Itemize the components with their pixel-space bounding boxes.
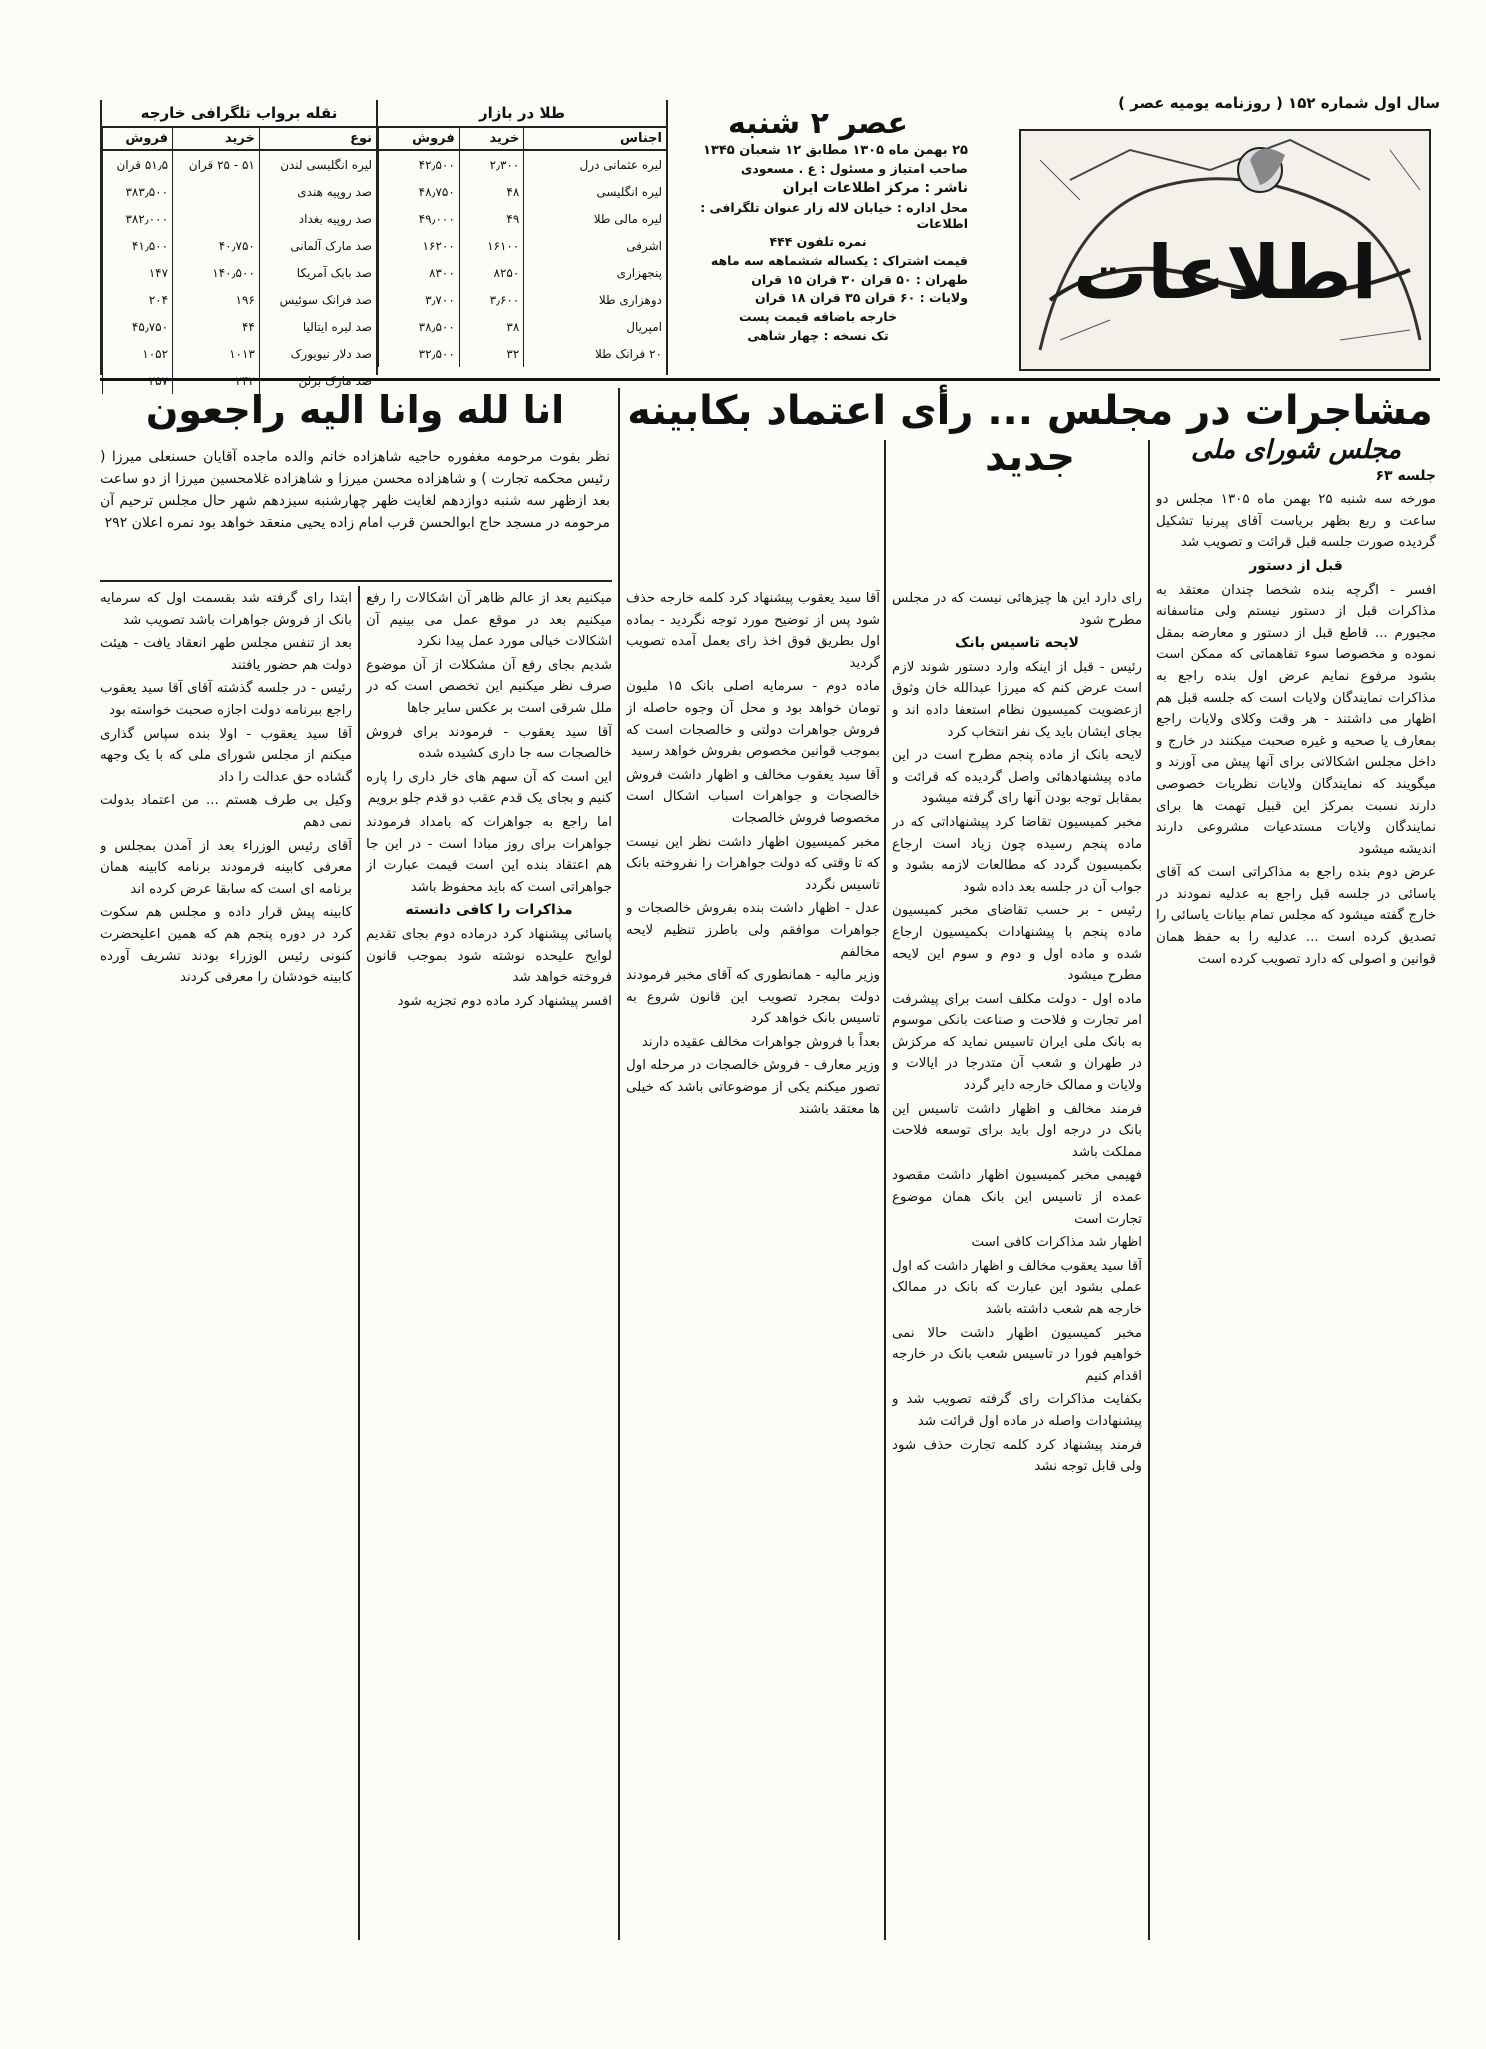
fx-row	[103, 340, 377, 367]
column-rule	[618, 388, 620, 1940]
gold-header-item: اجناس	[524, 128, 666, 150]
obituary-notice: نظر بفوت مرحومه مغفوره حاجیه شاهزاده خانم والده ماجده آقایان حسنعلی میرزا ( رئیس محکمه تجارت ) و شاهزاده محسن میرزا و شاهزاده غلامحسین میرزا از دو ساعت بعد ازظهر سه شنبه دوازدهم لغایت ظهر چهارشنبه سیزدهم شهر حال مجلس ترحیم آن مرحومه در مسجد حاج ابوالحسن قرب امام زاده یحیی منعقد خواهد بود نمره اعلان ۲۹۲	[100, 449, 610, 531]
column-cabinet-confidence	[100, 588, 352, 1938]
paragraph: وکیل بی طرف هستم ... من اعتماد بدولت نمی دهم	[100, 793, 352, 830]
masthead-divider	[100, 378, 1440, 381]
paragraph: فرمند مخالف و اظهار داشت تاسیس این بانک در درجه اول باید برای توسعه فلاحت مملکت باشد	[892, 1101, 1142, 1160]
fx-row	[103, 205, 377, 232]
gold-table-title: طلا در بازار	[378, 100, 666, 128]
fx-cell: لیره انگلیسی لندن	[259, 150, 376, 178]
paragraph: بعد از تنفس مجلس طهر انعقاد یافت - هیئت دولت هم حضور یافتند	[100, 636, 352, 673]
fx-cell: صد مارک برلن	[259, 367, 376, 394]
paragraph: فرمند پیشنهاد کرد کلمه تجارت حذف شود ولی قابل توجه نشد	[892, 1437, 1142, 1475]
gold-cell: ۸۲۵۰	[459, 259, 524, 286]
paragraph: پاسائی پیشنهاد کرد درماده دوم بجای تقدیم لوایح علیحده نوشته شود بموجب قانون فروخته خواهد شد	[366, 926, 612, 986]
gold-cell: اشرفی	[524, 232, 666, 259]
fx-cell: ۴۰٫۷۵۰	[173, 232, 260, 259]
paragraph: ابتدا رای گرفته شد بقسمت اول که سرمایه بانک از فروش جواهرات باشد تصویب شد	[100, 591, 352, 628]
address-line: محل اداره : خیابان لاله زار عنوان تلگرافی : اطلاعات	[700, 200, 968, 231]
gold-row	[379, 313, 667, 340]
paragraph: شدیم بجای رفع آن مشکلات از آن موضوع صرف نظر میکنیم این تخصص است که در ملل شرقی است بر عکس سایر جاها	[366, 657, 612, 716]
logo-text: اطلاعات	[1073, 230, 1377, 316]
column-parliament	[1156, 438, 1436, 1938]
column-rule	[1148, 440, 1150, 1940]
publication-info	[668, 100, 968, 375]
gold-cell: ۳٫۶۰۰	[459, 286, 524, 313]
main-headline: مشاجرات در مجلس ... رأی اعتماد بکابینه جدید	[627, 388, 1433, 480]
gold-cell: ۴۹	[459, 205, 524, 232]
fx-row	[103, 313, 377, 340]
fx-cell: صد مارک آلمانی	[259, 232, 376, 259]
session-number: جلسه ۶۳	[1375, 467, 1436, 484]
fx-table-title: نقله برواب تلگرافی خارجه	[102, 100, 376, 128]
paragraph: ماده اول - دولت مکلف است برای پیشرفت امر تجارت و فلاحت و صناعت بانکی موسوم به بانک ملی ایران تاسیس نماید که مرکزش در طهران و شعب آن متدرجا در ایالات و ولایات و ممالک خارجه دایر گردد	[892, 991, 1142, 1094]
fx-cell: ۵۱ - ۲۵ قران	[173, 150, 260, 178]
fx-cell	[173, 205, 260, 232]
fx-cell: ۴۴	[173, 313, 260, 340]
fx-cell: صد دلار نیویورک	[259, 340, 376, 367]
paragraph: آقای رئیس الوزراء بعد از آمدن بمجلس و معرفی کابینه فرمودند برنامه کابینه همان برنامه ای است که سابقا عرض کرده اند	[100, 838, 352, 897]
gold-table-grid	[378, 128, 666, 367]
fx-cell: ۱۴۷	[103, 259, 173, 286]
gold-row	[379, 205, 667, 232]
day-title: عصر ۲ شنبه	[727, 106, 909, 141]
paragraph: رئیس - قبل از اینکه وارد دستور شوند لازم است عرض کنم که میرزا عبدالله خان وثوق ازعضویت کمیسیون نظام استعفا داده اند و بجای ایشان باید یک نفر انتخاب کرد	[892, 659, 1142, 740]
subscription-title: قیمت اشتراک : یکساله ششماهه سه ماهه	[710, 253, 968, 268]
paragraph: کابینه پیش قرار داده و مجلس هم سکوت کرد در دوره پنجم هم که همین اعلیحضرت کنونی رئیس الوزراء بودند تشریف آورده کابینه خودشان را معرفی کردند	[100, 905, 352, 986]
paragraph: آقا سید یعقوب پیشنهاد کرد کلمه خارجه حذف شود پس از توضیح مورد توجه نگردید - بماده اول بطریق فوق اخذ رای بعمل آمده تصویب گردید	[626, 591, 880, 671]
paragraph: فهیمی مخبر کمیسیون اظهار داشت مقصود عمده از تاسیس این بانک همان موضوع تجارت است	[892, 1168, 1142, 1227]
single-copy-price: تک نسخه : چهار شاهی	[747, 327, 889, 343]
fx-cell: صد روپیه هندی	[259, 178, 376, 205]
gold-cell: پنجهزاری	[524, 259, 666, 286]
gold-row	[379, 178, 667, 205]
paragraph: افسر پیشنهاد کرد ماده دوم تجزیه شود	[397, 993, 612, 1009]
fx-cell: ۱۴۰٫۵۰۰	[173, 259, 260, 286]
fx-cell: ۱۹۶	[173, 286, 260, 313]
gold-cell: ۳۸	[459, 313, 524, 340]
gold-cell: ۴۲٫۵۰۰	[379, 150, 460, 178]
gold-row	[379, 259, 667, 286]
owner-line: صاحب امتیاز و مسئول : ع . مسعودی	[740, 161, 968, 176]
fx-cell: صد فرانک سوئیس	[259, 286, 376, 313]
paragraph: اما راجع به جواهرات که بامداد فرمودند جواهرات برای روز مبادا است - در این جا هم اعتقاد بنده این است قیمت عبارت از جواهراتی است که باید محفوظ باشد	[366, 814, 612, 895]
publisher-line: ناشر : مرکز اطلاعات ایران	[782, 179, 968, 196]
gold-header-buy: خرید	[459, 128, 524, 150]
masthead	[100, 94, 1440, 388]
gold-row	[379, 150, 667, 178]
gold-cell: لیره انگلیسی	[524, 178, 666, 205]
gold-cell: لیره عثمانی درل	[524, 150, 666, 178]
gold-cell: ۲٫۳۰۰	[459, 150, 524, 178]
paragraph: این است که آن سهم های خار داری را پاره کنیم و بجای یک قدم عقب دو قدم جلو برویم	[366, 769, 612, 807]
fx-cell: صد روپیه بغداد	[259, 205, 376, 232]
fx-rate-table	[100, 100, 378, 388]
paragraph: وزیر مالیه - همانطوری که آقای مخبر فرمودند دولت بمجرد تصویب این قانون شروع به تاسیس بانک خواهد کرد	[626, 968, 880, 1027]
paragraph: عرض دوم بنده راجع به مذاکراتی است که آقای یاسائی در جلسه قبل راجع به عدلیه نمودند در خارج گفته میشود که مجلس تمام بیانات یاسائی را تصدیق کرده است ... عدلیه را به حفظ همان قوانین و اصولی که دارد تصویب کرده است	[1156, 865, 1436, 967]
paragraph: مخبر کمیسیون اظهار داشت حالا نمی خواهیم فورا در تاسیس شعب بانک در خارجه اقدام کنیم	[892, 1325, 1142, 1384]
fx-cell: ۴۵٫۷۵۰	[103, 313, 173, 340]
paragraph: آقا سید یعقوب مخالف و اظهار داشت فروش خالصجات و جواهرات اسباب اشکال است مخصوصا فروش خالصجات	[626, 767, 880, 826]
paragraph: افسر - اگرچه بنده شخصا چندان معتقد به مذاکرات قبل از دستور نیستم ولی متاسفانه مجبورم ... قاطع قبل از دستور و معارضه بمقل نموده و مخصوصا سوء تفاهماتی که ممکن است بشود مرفوع نمایم عرض اول بنده راجع به مذاکرات نمایندگان ولایات است که جلسه قبل هم اظهار می داشتند - هر وقت وکلای ولایات راجع بمعارف یا صحیه و غیره صحبت میکنند در خارج و داخل مجلس اشکالاتی برای آنها پیش می آورند و میگویند که نمایندگان ولایات نظریات خصوصی دارند نسبت بمرکز این قبیل تهمت ها برای نمایندگان ولایات مستدعیات مشروعی دارند اندیشه میشود	[1156, 582, 1436, 857]
fx-cell: ۱۰۱۳	[173, 340, 260, 367]
gold-cell: امپریال	[524, 313, 666, 340]
gold-cell: ۱۶۲۰۰	[379, 232, 460, 259]
paragraph: آقا سید یعقوب - اولا بنده سپاس گذاری میکنم از مجلس شورای ملی که با یک وجهه گشاده حق عدالت را داد	[100, 726, 352, 785]
paragraph: رای دارد این ها چیزهائی نیست که در مجلس مطرح شود	[892, 591, 1142, 628]
fx-cell: صد لیره ایتالیا	[259, 313, 376, 340]
fx-cell	[173, 178, 260, 205]
fx-cell: ۳۸۲٫۰۰۰	[103, 205, 173, 232]
paragraph: مخبر کمیسیون اظهار داشت نظر این نیست که تا وقتی که دولت جواهرات را نفروخته بانک تاسیس نگردد	[626, 834, 880, 893]
fx-header-buy: خرید	[173, 128, 260, 150]
gold-cell: ۳۸٫۵۰۰	[379, 313, 460, 340]
paragraph: وزیر معارف - فروش خالصجات در مرحله اول تصور میکنم یکی از موضوعاتی باشد که خیلی ها معتقد باشند	[626, 1058, 880, 1117]
fx-row	[103, 259, 377, 286]
gold-cell: ۳٫۷۰۰	[379, 286, 460, 313]
gold-cell: ۲۰ فرانک طلا	[524, 340, 666, 367]
gold-cell: ۳۲٫۵۰۰	[379, 340, 460, 367]
paragraph: میکنیم بعد از عالم ظاهر آن اشکالات را رفع میکنیم بعد در موقع عمل می بینیم آن اشکالات خیالی مورد عمل پیدا نکرد	[366, 591, 612, 650]
gold-cell: دوهزاری طلا	[524, 286, 666, 313]
paragraph: عدل - اظهار داشت بنده بفروش خالصجات و جواهرات موافقم ولی باطرز تنظیم لایحه مخالفم	[626, 901, 880, 960]
obituary-headline: انا لله وانا الیه راجعون	[145, 388, 565, 432]
column-bank-debate	[626, 588, 880, 1938]
column-jewels-debate	[366, 588, 612, 1938]
fx-cell: ۲۴۲	[173, 367, 260, 394]
section-heading: قبل از دستور	[1249, 557, 1343, 574]
paragraph: لایحه بانک از ماده پنجم مطرح است در این ماده پیشنهادهائی واصل گردیده که قرائت و بمقابل توجه بودن آنها رای گرفته میشود	[892, 748, 1142, 807]
section-heading: مذاکرات را کافی دانسته	[405, 902, 573, 919]
fx-cell: صد بابک آمریکا	[259, 259, 376, 286]
paragraph: اظهار شد مذاکرات کافی است	[971, 1235, 1142, 1251]
column-bank-bill	[892, 588, 1142, 1938]
tehran-price: طهران : ۵۰ قران ۳۰ قران ۱۵ قران	[751, 271, 968, 287]
column-rule	[358, 586, 360, 1940]
gold-price-table	[376, 100, 668, 375]
section-heading: لایحه تاسیس بانک	[955, 635, 1079, 652]
paragraph: مورخه سه شنبه ۲۵ بهمن ماه ۱۳۰۵ مجلس دو ساعت و ربع بظهر بریاست آقای پیرنیا تشکیل گردیده صورت جلسه قبل قرائت و تصویب شد	[1156, 492, 1436, 551]
gold-cell: ۴۹٫۰۰۰	[379, 205, 460, 232]
gold-row	[379, 232, 667, 259]
paragraph: آقا سید یعقوب مخالف و اظهار داشت که اول عملی بشود این عبارت که بانک در ممالک خارجه هم شعب داشته باشد	[892, 1258, 1142, 1317]
provinces-price: ولایات : ۶۰ قران ۳۵ قران ۱۸ قران	[754, 290, 968, 306]
paragraph: بکفایت مذاکرات رای گرفته تصویب شد و پیشنهادات واصله در ماده اول قرائت شد	[892, 1392, 1142, 1429]
gold-cell: ۳۲	[459, 340, 524, 367]
fx-cell: ۴۱٫۵۰۰	[103, 232, 173, 259]
gold-cell: ۴۸٫۷۵۰	[379, 178, 460, 205]
abroad-price: خارجه باضافه قیمت پست	[738, 308, 897, 324]
gold-cell: لیره مالی طلا	[524, 205, 666, 232]
fx-row	[103, 178, 377, 205]
paragraph: ماده دوم - سرمایه اصلی بانک ۱۵ ملیون تومان خواهد بود و محل آن وجوه حاصله از فروش جواهرات دولتی و خالصجات است که بموجب قوانین مخصوص بفروش خواهد رسید	[626, 679, 880, 760]
fx-row	[103, 232, 377, 259]
fx-cell: ۲۰۴	[103, 286, 173, 313]
issue-number: سال اول شماره ۱۵۲ ( روزنامه یومیه عصر )	[1118, 94, 1440, 112]
fx-row	[103, 286, 377, 313]
fx-row	[103, 150, 377, 178]
paragraph: رئیس - در جلسه گذشته آقای آقا سید یعقوب راجع ببرنامه دولت اجازه صحبت خواسته بود	[100, 681, 352, 718]
newspaper-logo	[1010, 100, 1440, 375]
parliament-heading: مجلس شورای ملی	[1190, 438, 1402, 465]
issue-date: ۲۵ بهمن ماه ۱۳۰۵ مطابق ۱۲ شعبان ۱۳۴۵	[702, 143, 968, 158]
fx-cell: ۱۰۵۲	[103, 340, 173, 367]
fx-header-type: نوع	[259, 128, 376, 150]
paragraph: آقا سید یعقوب - فرمودند برای فروش خالصجات سه جا داری کشیده شده	[366, 724, 612, 762]
paragraph: بعداً با فروش جواهرات مخالف عقیده دارند	[641, 1034, 880, 1050]
paragraph: مخبر کمیسیون تقاضا کرد پیشنهاداتی که در ماده پنجم رسیده چون زیاد است ارجاع بکمیسیون گردد که مطالعات لازمه بشود و جواب آن در جلسه بعد داده شود	[892, 814, 1142, 895]
paragraph: رئیس - بر حسب تقاضای مخبر کمیسیون ماده پنجم با پیشنهادات بکمیسیون ارجاع شده و ماده اول و دوم و سوم این لایحه مطرح میشود	[892, 903, 1142, 984]
gold-row	[379, 286, 667, 313]
fx-cell: ۵۱٫۵ قران	[103, 150, 173, 178]
fx-table-grid	[102, 128, 376, 394]
phone-line: نمره تلفون ۴۴۴	[769, 234, 867, 250]
gold-cell: ۸۳۰۰	[379, 259, 460, 286]
obituary-divider	[100, 580, 612, 582]
fx-cell: ۲۵۷	[103, 367, 173, 394]
gold-row	[379, 340, 667, 367]
gold-cell: ۱۶۱۰۰	[459, 232, 524, 259]
gold-header-sell: فروش	[379, 128, 460, 150]
fx-cell: ۳۸۳٫۵۰۰	[103, 178, 173, 205]
gold-cell: ۴۸	[459, 178, 524, 205]
fx-header-sell: فروش	[103, 128, 173, 150]
column-rule	[884, 440, 886, 1940]
